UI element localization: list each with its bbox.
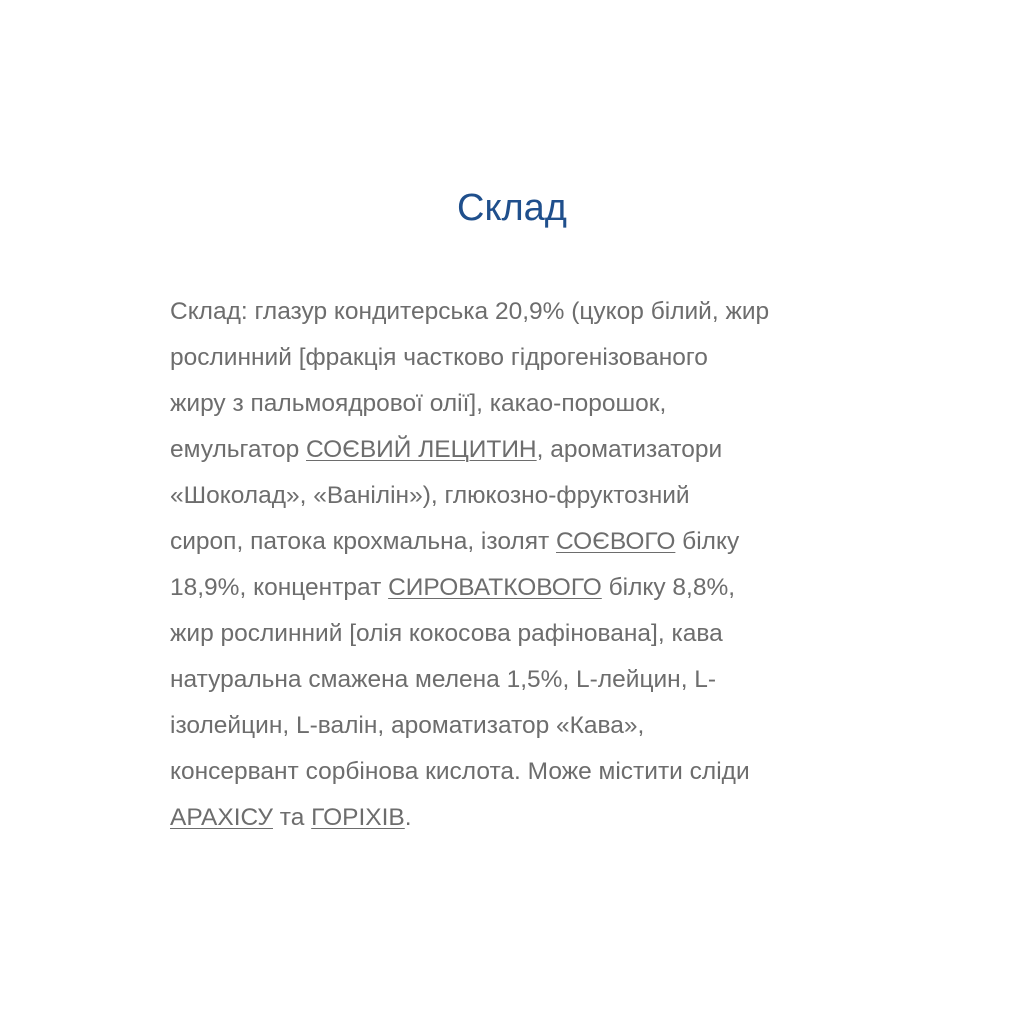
composition-line bbox=[170, 565, 890, 611]
text-segment: жиру з пальмоядрової олії], какао-порошок, bbox=[170, 390, 667, 417]
allergen-link[interactable]: СОЄВОГО bbox=[556, 528, 676, 555]
text-segment: емульгатор bbox=[170, 436, 307, 463]
text-segment: жир рослинний [олія кокосова рафінована], кава bbox=[170, 620, 723, 647]
text-segment: . bbox=[404, 804, 412, 831]
text-segment: ізолейцин, L-валін, ароматизатор «Кава», bbox=[170, 712, 645, 739]
text-segment: сироп, патока крохмальна, ізолят bbox=[170, 528, 557, 555]
composition-line bbox=[170, 795, 890, 841]
composition-line bbox=[170, 473, 890, 519]
text-segment: консервант сорбінова кислота. Може містити сліди bbox=[170, 758, 750, 785]
allergen-link[interactable]: СОЄВИЙ ЛЕЦИТИН bbox=[306, 436, 537, 463]
text-segment: білку bbox=[675, 528, 740, 555]
page-title: Склад bbox=[457, 187, 567, 229]
composition-line bbox=[170, 289, 890, 335]
text-segment: та bbox=[272, 804, 312, 831]
text-segment: рослинний [фракція частково гідрогенізованого bbox=[170, 344, 708, 371]
composition-line bbox=[170, 657, 890, 703]
composition-line bbox=[170, 335, 890, 381]
composition-line bbox=[170, 381, 890, 427]
composition-text bbox=[170, 289, 890, 841]
composition-line bbox=[170, 427, 890, 473]
text-segment: «Шоколад», «Ванілін»), глюкозно-фруктозний bbox=[170, 482, 690, 509]
composition-line bbox=[170, 749, 890, 795]
allergen-link[interactable]: АРАХІСУ bbox=[170, 804, 273, 831]
composition-line bbox=[170, 519, 890, 565]
text-segment: Склад: глазур кондитерська 20,9% (цукор білий, жир bbox=[170, 298, 770, 325]
composition-line bbox=[170, 703, 890, 749]
composition-line bbox=[170, 611, 890, 657]
allergen-link[interactable]: ГОРІХІВ bbox=[311, 804, 405, 831]
text-segment: , ароматизатори bbox=[536, 436, 723, 463]
allergen-link[interactable]: СИРОВАТКОВОГО bbox=[388, 574, 602, 601]
text-segment: натуральна смажена мелена 1,5%, L-лейцин, L- bbox=[170, 666, 717, 693]
text-segment: білку 8,8%, bbox=[601, 574, 736, 601]
text-segment: 18,9%, концентрат bbox=[170, 574, 389, 601]
